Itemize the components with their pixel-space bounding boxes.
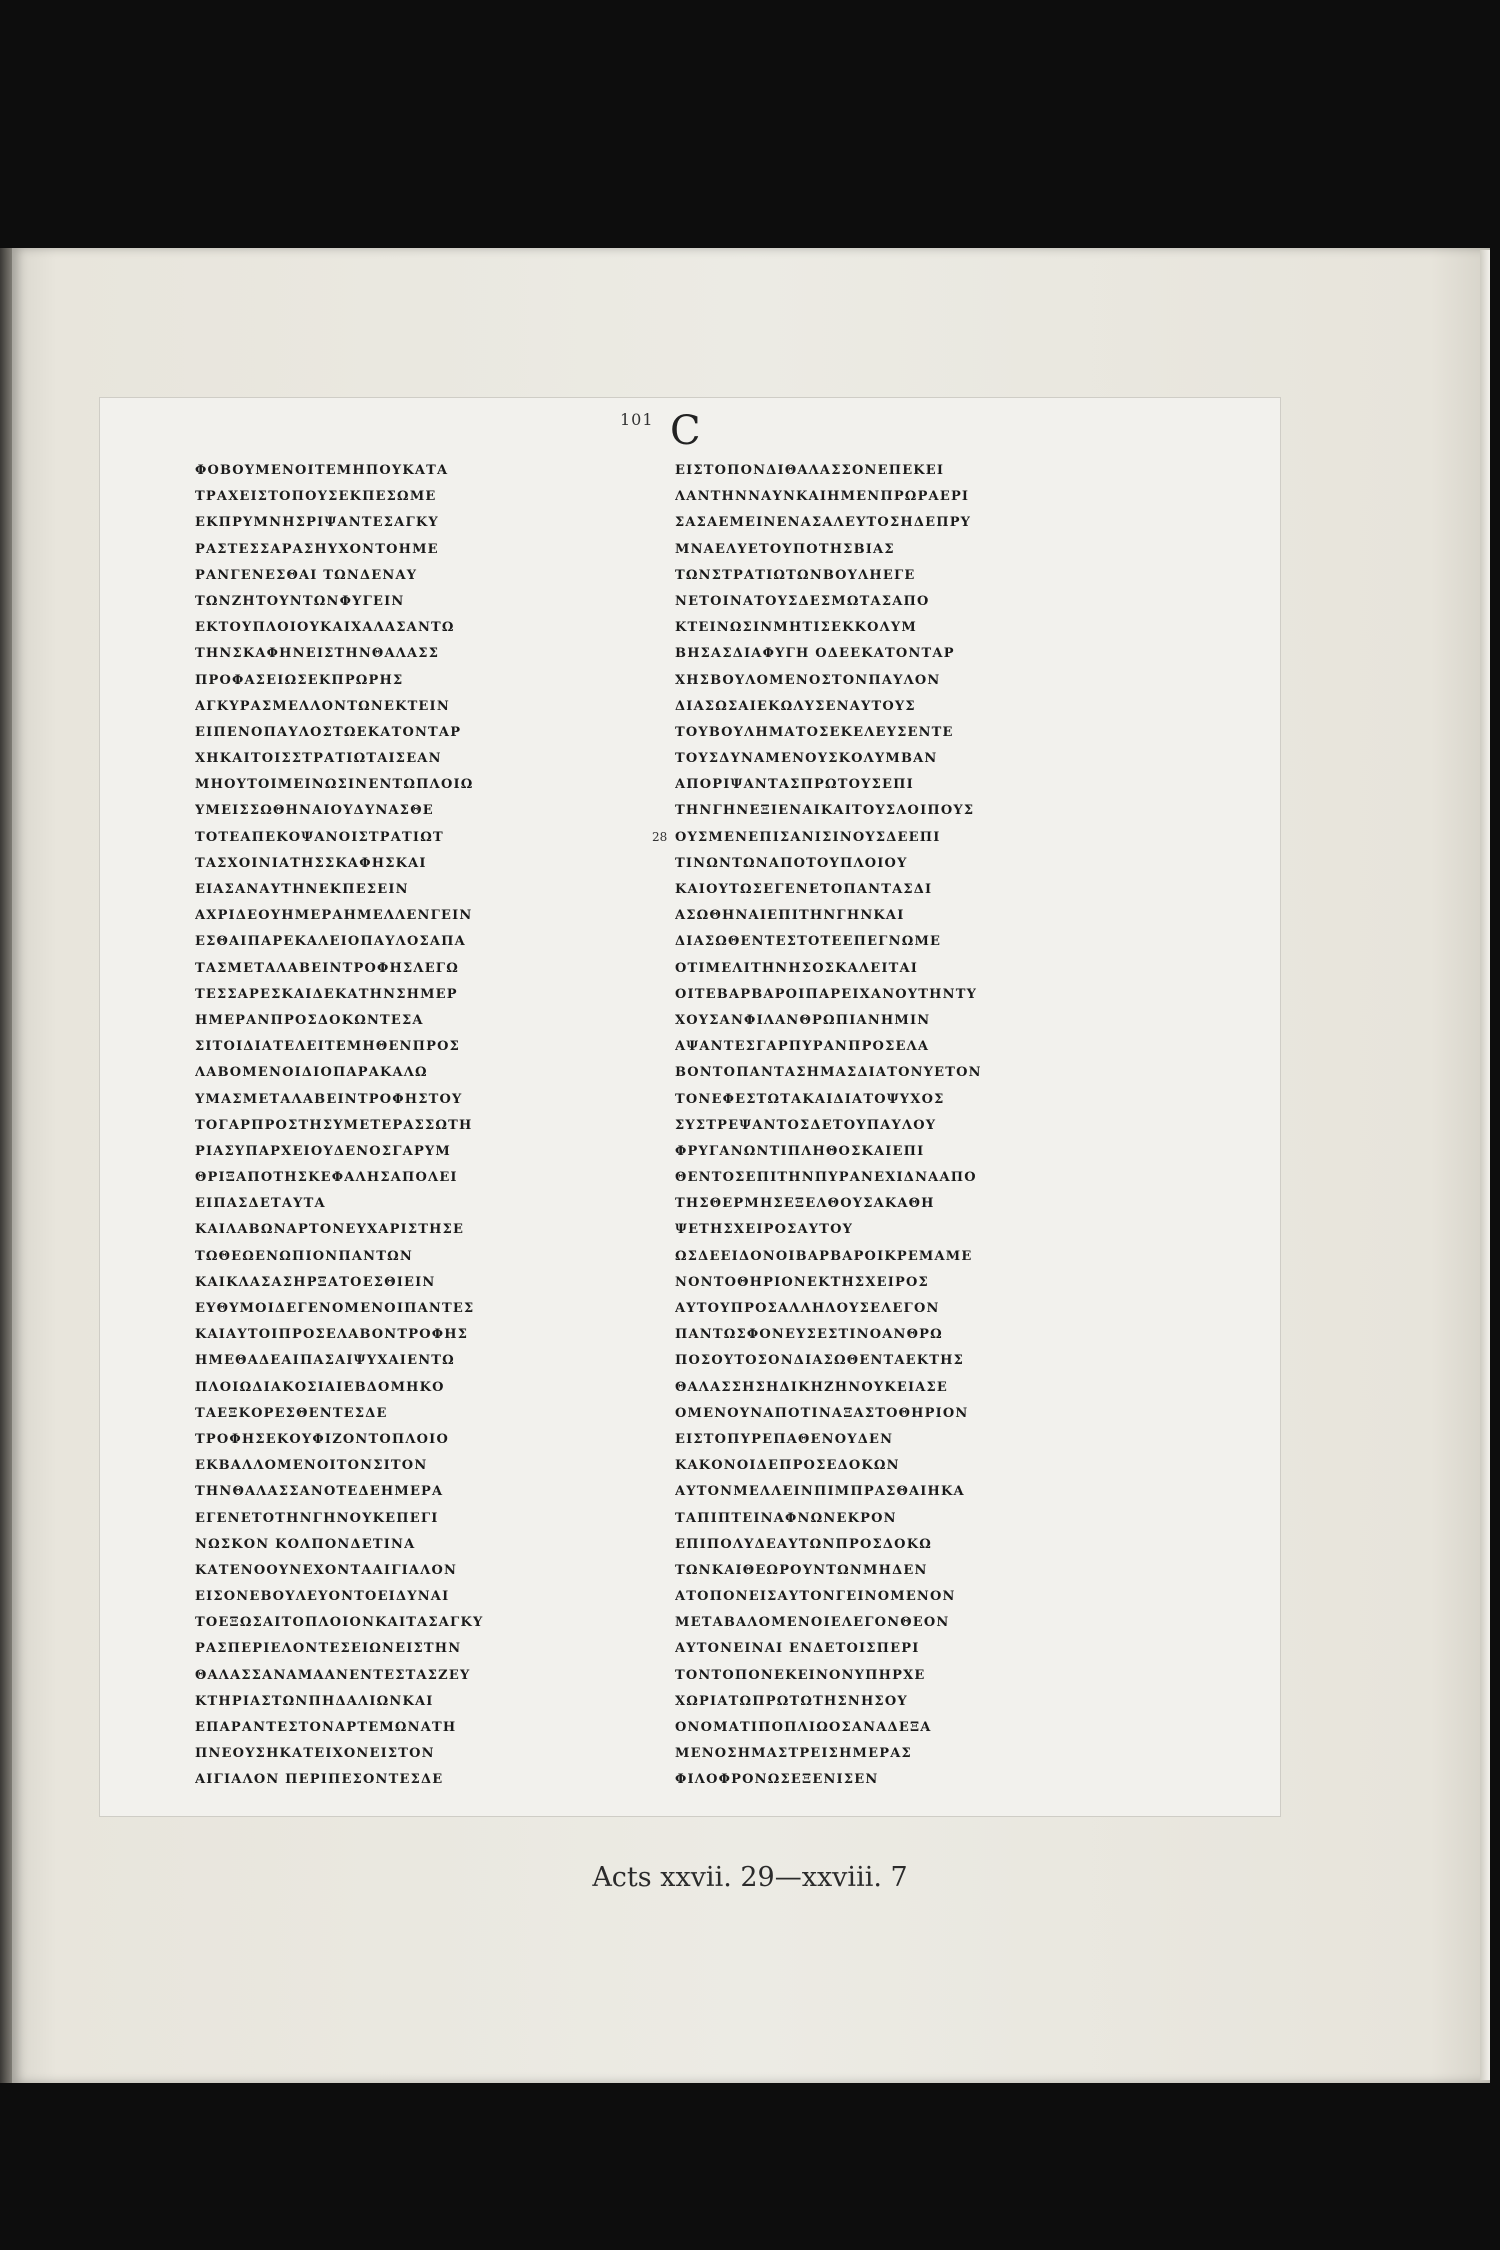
- text-line: ΤΟΝΤΟΠΟΝΕΚΕΙΝΟΝΥΠΗΡΧΕ: [675, 1667, 926, 1683]
- text-line: ΤΕΣΣΑΡΕΣΚΑΙΔΕΚΑΤΗΝΣΗΜΕΡ: [195, 986, 458, 1002]
- text-line: ΤΑΣΜΕΤΑΛΑΒΕΙΝΤΡΟΦΗΣΛΕΓΩ: [195, 960, 460, 976]
- text-line: ΑΥΤΟΝΜΕΛΛΕΙΝΠΙΜΠΡΑΣΘΑΙΗΚΑ: [675, 1484, 965, 1500]
- text-line: ΤΟΤΕΑΠΕΚΟΨΑΝΟΙΣΤΡΑΤΙΩΤ: [195, 829, 444, 845]
- text-line: ΕΠΙΠΟΛΥΔΕΑΥΤΩΝΠΡΟΣΔΟΚΩ: [675, 1536, 932, 1552]
- text-line: ΚΤΕΙΝΩΣΙΝΜΗΤΙΣΕΚΚΟΛΥΜ: [675, 620, 917, 636]
- text-line: ΠΟΣΟΥΤΟΣΟΝΔΙΑΣΩΘΕΝΤΑΕΚΤΗΣ: [675, 1353, 965, 1369]
- text-line: ΜΗΟΥΤΟΙΜΕΙΝΩΣΙΝΕΝΤΩΠΛΟΙΩ: [195, 777, 474, 793]
- text-line: ΒΟΝΤΟΠΑΝΤΑΣΗΜΑΣΔΙΑΤΟΝΥΕΤΟΝ: [675, 1065, 982, 1081]
- text-line: ΧΗΚΑΙΤΟΙΣΣΤΡΑΤΙΩΤΑΙΣΕΑΝ: [195, 751, 442, 767]
- text-line: ΤΟΓΑΡΠΡΟΣΤΗΣΥΜΕΤΕΡΑΣΣΩΤΗ: [195, 1117, 473, 1133]
- text-line: ΤΑΠΙΠΤΕΙΝΑΦΝΩΝΕΚΡΟΝ: [675, 1510, 897, 1526]
- text-line: ΑΥΤΟΥΠΡΟΣΑΛΛΗΛΟΥΣΕΛΕΓΟΝ: [675, 1301, 940, 1316]
- text-line: ΕΚΒΑΛΛΟΜΕΝΟΙΤΟΝΣΙΤΟΝ: [195, 1458, 428, 1474]
- text-line: ΤΟΕΞΩΣΑΙΤΟΠΛΟΙΟΝΚΑΙΤΑΣΑΓΚΥ: [195, 1615, 484, 1631]
- text-line: ΟΝΟΜΑΤΙΠΟΠΛΙΩΟΣΑΝΑΔΕΞΑ: [675, 1720, 932, 1735]
- text-line: ΤΩΝΣΤΡΑΤΙΩΤΩΝΒΟΥΛΗΕΓΕ: [675, 567, 916, 583]
- text-line: ΠΛΟΙΩΔΙΑΚΟΣΙΑΙΕΒΔΟΜΗΚΟ: [195, 1379, 445, 1395]
- text-line: ΦΙΛΟΦΡΟΝΩΣΕΞΕΝΙΣΕΝ: [675, 1772, 879, 1788]
- text-line: ΤΙΝΩΝΤΩΝΑΠΟΤΟΥΠΛΟΙΟΥ: [675, 855, 908, 871]
- text-line: ΤΗΝΘΑΛΑΣΣΑΝΟΤΕΔΕΗΜΕΡΑ: [195, 1484, 444, 1500]
- margin-number: 28: [652, 830, 668, 844]
- text-line: ΜΕΝΟΣΗΜΑΣΤΡΕΙΣΗΜΕΡΑΣ: [675, 1746, 912, 1762]
- text-line: ΕΚΠΡΥΜΝΗΣΡΙΨΑΝΤΕΣΑΓΚΥ: [195, 515, 439, 531]
- text-line: ΤΑΕΞΚΟΡΕΣΘΕΝΤΕΣΔΕ: [195, 1405, 388, 1421]
- text-line: ΕΠΑΡΑΝΤΕΣΤΟΝΑΡΤΕΜΩΝΑΤΗ: [195, 1720, 457, 1735]
- text-line: ΚΑΙΛΑΒΩΝΑΡΤΟΝΕΥΧΑΡΙΣΤΗΣΕ: [195, 1222, 465, 1238]
- text-line: ΡΙΑΣΥΠΑΡΧΕΙΟΥΔΕΝΟΣΓΑΡΥΜ: [195, 1143, 451, 1159]
- text-line: ΤΡΟΦΗΣΕΚΟΥΦΙΖΟΝΤΟΠΛΟΙΟ: [195, 1431, 449, 1447]
- text-line: ΛΑΝΤΗΝΝΑΥΝΚΑΙΗΜΕΝΠΡΩΡΑΕΡΙ: [675, 489, 970, 505]
- text-line: ΘΕΝΤΟΣΕΠΙΤΗΝΠΥΡΑΝΕΧΙΔΝΑΑΠΟ: [675, 1170, 977, 1186]
- text-line: ΚΤΗΡΙΑΣΤΩΝΠΗΔΑΛΙΩΝΚΑΙ: [195, 1693, 434, 1709]
- text-line: ΤΩΝΚΑΙΘΕΩΡΟΥΝΤΩΝΜΗΔΕΝ: [675, 1562, 928, 1578]
- text-line: ΕΥΘΥΜΟΙΔΕΓΕΝΟΜΕΝΟΙΠΑΝΤΕΣ: [195, 1301, 475, 1316]
- text-line: ΡΑΝΓΕΝΕΣΘΑΙ ΤΩΝΔΕΝΑΥ: [195, 567, 418, 583]
- text-line: ΕΣΘΑΙΠΑΡΕΚΑΛΕΙΟΠΑΥΛΟΣΑΠΑ: [195, 934, 466, 950]
- text-line: ΕΓΕΝΕΤΟΤΗΝΓΗΝΟΥΚΕΠΕΓΙ: [195, 1510, 439, 1526]
- text-line: ΘΡΙΞΑΠΟΤΗΣΚΕΦΑΛΗΣΑΠΟΛΕΙ: [195, 1170, 458, 1186]
- text-line: ΤΗΣΘΕΡΜΗΣΕΞΕΛΘΟΥΣΑΚΑΘΗ: [675, 1196, 935, 1212]
- text-line: ΜΝΑΕΛΥΕΤΟΥΠΟΤΗΣΒΙΑΣ: [675, 541, 895, 557]
- text-line: ΑΠΟΡΙΨΑΝΤΑΣΠΡΩΤΟΥΣΕΠΙ: [675, 777, 914, 793]
- text-line: ΔΙΑΣΩΣΑΙΕΚΩΛΥΣΕΝΑΥΤΟΥΣ: [675, 698, 916, 714]
- text-line: ΒΗΣΑΣΔΙΑΦΥΓΗ ΟΔΕΕΚΑΤΟΝΤΑΡ: [675, 646, 955, 662]
- text-line: ΟΤΙΜΕΛΙΤΗΝΗΣΟΣΚΑΛΕΙΤΑΙ: [675, 960, 919, 976]
- text-line: ΑΨΑΝΤΕΣΓΑΡΠΥΡΑΝΠΡΟΣΕΛΑ: [675, 1039, 930, 1055]
- text-line: ΦΟΒΟΥΜΕΝΟΙΤΕΜΗΠΟΥΚΑΤΑ: [195, 463, 449, 478]
- text-line: ΘΑΛΑΣΣΑΝΑΜΑΑΝΕΝΤΕΣΤΑΣΖΕΥ: [195, 1667, 471, 1683]
- text-line: ΣΥΣΤΡΕΨΑΝΤΟΣΔΕΤΟΥΠΑΥΛΟΥ: [675, 1117, 937, 1133]
- text-line: ΕΙΑΣΑΝΑΥΤΗΝΕΚΠΕΣΕΙΝ: [195, 882, 409, 897]
- text-line: ΤΟΝΕΦΕΣΤΩΤΑΚΑΙΔΙΑΤΟΨΥΧΟΣ: [675, 1091, 945, 1107]
- text-line: ΝΩΣΚΟΝ ΚΟΛΠΟΝΔΕΤΙΝΑ: [195, 1536, 416, 1552]
- text-line: ΡΑΣΠΕΡΙΕΛΟΝΤΕΣΕΙΩΝΕΙΣΤΗΝ: [195, 1641, 462, 1657]
- text-line: ΛΑΒΟΜΕΝΟΙΔΙΟΠΑΡΑΚΑΛΩ: [195, 1065, 428, 1081]
- text-line: ΧΟΥΣΑΝΦΙΛΑΝΘΡΩΠΙΑΝΗΜΙΝ: [675, 1012, 931, 1028]
- text-line: ΠΝΕΟΥΣΗΚΑΤΕΙΧΟΝΕΙΣΤΟΝ: [195, 1746, 435, 1762]
- text-line: ΤΡΑΧΕΙΣΤΟΠΟΥΣΕΚΠΕΣΩΜΕ: [195, 489, 437, 505]
- text-line: ΗΜΕΡΑΝΠΡΟΣΔΟΚΩΝΤΕΣΑ: [195, 1012, 424, 1028]
- text-line: ΕΚΤΟΥΠΛΟΙΟΥΚΑΙΧΑΛΑΣΑΝΤΩ: [195, 620, 455, 636]
- text-line: ΧΗΣΒΟΥΛΟΜΕΝΟΣΤΟΝΠΑΥΛΟΝ: [675, 672, 941, 688]
- text-line: ΚΑΙΚΛΑΣΑΣΗΡΞΑΤΟΕΣΘΙΕΙΝ: [195, 1274, 436, 1290]
- text-line: ΕΙΣΤΟΠΥΡΕΠΑΘΕΝΟΥΔΕΝ: [675, 1431, 894, 1447]
- left-text-column: [195, 458, 615, 1794]
- text-line: ΦΡΥΓΑΝΩΝΤΙΠΛΗΘΟΣΚΑΙΕΠΙ: [675, 1143, 925, 1159]
- text-line: ΤΩΝΖΗΤΟΥΝΤΩΝΦΥΓΕΙΝ: [195, 593, 405, 609]
- text-line: ΟΜΕΝΟΥΝΑΠΟΤΙΝΑΞΑΣΤΟΘΗΡΙΟΝ: [675, 1405, 969, 1421]
- text-line: ΕΙΠΑΣΔΕΤΑΥΤΑ: [195, 1196, 326, 1212]
- page-edge: [1480, 250, 1490, 2080]
- text-line: ΚΑΤΕΝΟΟΥΝΕΧΟΝΤΑΑΙΓΙΑΛΟΝ: [195, 1562, 458, 1578]
- text-line: ΠΑΝΤΩΣΦΟΝΕΥΣΕΣΤΙΝΟΑΝΘΡΩ: [675, 1327, 943, 1343]
- text-line: ΧΩΡΙΑΤΩΠΡΩΤΩΤΗΣΝΗΣΟΥ: [675, 1693, 908, 1709]
- text-line: ΤΩΘΕΩΕΝΩΠΙΟΝΠΑΝΤΩΝ: [195, 1248, 413, 1264]
- text-line: ΤΟΥΒΟΥΛΗΜΑΤΟΣΕΚΕΛΕΥΣΕΝΤΕ: [675, 724, 954, 740]
- text-line: ΝΟΝΤΟΘΗΡΙΟΝΕΚΤΗΣΧΕΙΡΟΣ: [675, 1274, 929, 1290]
- manuscript-plate: [100, 398, 1280, 1816]
- text-line: ΜΕΤΑΒΑΛΟΜΕΝΟΙΕΛΕΓΟΝΘΕΟΝ: [675, 1615, 950, 1631]
- large-initial-letter: C: [670, 408, 701, 454]
- right-text-column: [675, 458, 1125, 1794]
- text-line: ΔΙΑΣΩΘΕΝΤΕΣΤΟΤΕΕΠΕΓΝΩΜΕ: [675, 934, 942, 950]
- text-line: ΠΡΟΦΑΣΕΙΩΣΕΚΠΡΩΡΗΣ: [195, 672, 404, 688]
- text-line: ΤΗΝΣΚΑΦΗΝΕΙΣΤΗΝΘΑΛΑΣΣ: [195, 646, 440, 662]
- text-line: ΕΙΣΟΝΕΒΟΥΛΕΥΟΝΤΟΕΙΔΥΝΑΙ: [195, 1589, 450, 1605]
- text-line: ΑΣΩΘΗΝΑΙΕΠΙΤΗΝΓΗΝΚΑΙ: [675, 908, 905, 924]
- text-line: ΗΜΕΘΑΔΕΑΙΠΑΣΑΙΨΥΧΑΙΕΝΤΩ: [195, 1353, 455, 1369]
- folio-number: 101: [620, 410, 654, 429]
- text-line: ΥΜΑΣΜΕΤΑΛΑΒΕΙΝΤΡΟΦΗΣΤΟΥ: [195, 1091, 463, 1107]
- plate-caption: Acts xxvii. 29—xxviii. 7: [592, 1862, 908, 1893]
- text-line: ΩΣΔΕΕΙΔΟΝΟΙΒΑΡΒΑΡΟΙΚΡΕΜΑΜΕ: [675, 1248, 973, 1264]
- text-line: ΚΑΚΟΝΟΙΔΕΠΡΟΣΕΔΟΚΩΝ: [675, 1458, 900, 1474]
- text-line: ΚΑΙΑΥΤΟΙΠΡΟΣΕΛΑΒΟΝΤΡΟΦΗΣ: [195, 1327, 469, 1343]
- text-line: ΤΗΝΓΗΝΕΞΙΕΝΑΙΚΑΙΤΟΥΣΛΟΙΠΟΥΣ: [675, 803, 975, 819]
- text-line: ΟΥΣΜΕΝΕΠΙΣΑΝΙΣΙΝΟΥΣΔΕΕΠΙ: [675, 829, 941, 845]
- text-line: ΣΙΤΟΙΔΙΑΤΕΛΕΙΤΕΜΗΘΕΝΠΡΟΣ: [195, 1039, 461, 1055]
- text-line: ΟΙΤΕΒΑΡΒΑΡΟΙΠΑΡΕΙΧΑΝΟΥΤΗΝΤΥ: [675, 986, 978, 1002]
- text-line: ΤΑΣΧΟΙΝΙΑΤΗΣΣΚΑΦΗΣΚΑΙ: [195, 855, 427, 871]
- text-line: ΝΕΤΟΙΝΑΤΟΥΣΔΕΣΜΩΤΑΣΑΠΟ: [675, 593, 930, 609]
- text-line: ΨΕΤΗΣΧΕΙΡΟΣΑΥΤΟΥ: [675, 1222, 854, 1238]
- text-line: ΘΑΛΑΣΣΗΣΗΔΙΚΗΖΗΝΟΥΚΕΙΑΣΕ: [675, 1379, 949, 1395]
- text-line: ΑΓΚΥΡΑΣΜΕΛΛΟΝΤΩΝΕΚΤΕΙΝ: [195, 698, 450, 714]
- text-line: ΕΙΠΕΝΟΠΑΥΛΟΣΤΩΕΚΑΤΟΝΤΑΡ: [195, 724, 462, 740]
- text-line: ΑΙΓΙΑΛΟΝ ΠΕΡΙΠΕΣΟΝΤΕΣΔΕ: [195, 1772, 444, 1788]
- text-line: ΑΥΤΟΝΕΙΝΑΙ ΕΝΔΕΤΟΙΣΠΕΡΙ: [675, 1641, 920, 1657]
- text-line: ΑΧΡΙΔΕΟΥΗΜΕΡΑΗΜΕΛΛΕΝΓΕΙΝ: [195, 908, 473, 924]
- text-line: ΣΑΣΑΕΜΕΙΝΕΝΑΣΑΛΕΥΤΟΣΗΔΕΠΡΥ: [675, 515, 972, 531]
- text-line: ΤΟΥΣΔΥΝΑΜΕΝΟΥΣΚΟΛΥΜΒΑΝ: [675, 751, 938, 767]
- text-line: ΥΜΕΙΣΣΩΘΗΝΑΙΟΥΔΥΝΑΣΘΕ: [195, 803, 434, 819]
- text-line: ΡΑΣΤΕΣΣΑΡΑΣΗΥΧΟΝΤΟΗΜΕ: [195, 541, 439, 557]
- text-line: ΕΙΣΤΟΠΟΝΔΙΘΑΛΑΣΣΟΝΕΠΕΚΕΙ: [675, 463, 945, 478]
- text-line: ΑΤΟΠΟΝΕΙΣΑΥΤΟΝΓΕΙΝΟΜΕΝΟΝ: [675, 1589, 956, 1605]
- text-line: ΚΑΙΟΥΤΩΣΕΓΕΝΕΤΟΠΑΝΤΑΣΔΙ: [675, 882, 933, 897]
